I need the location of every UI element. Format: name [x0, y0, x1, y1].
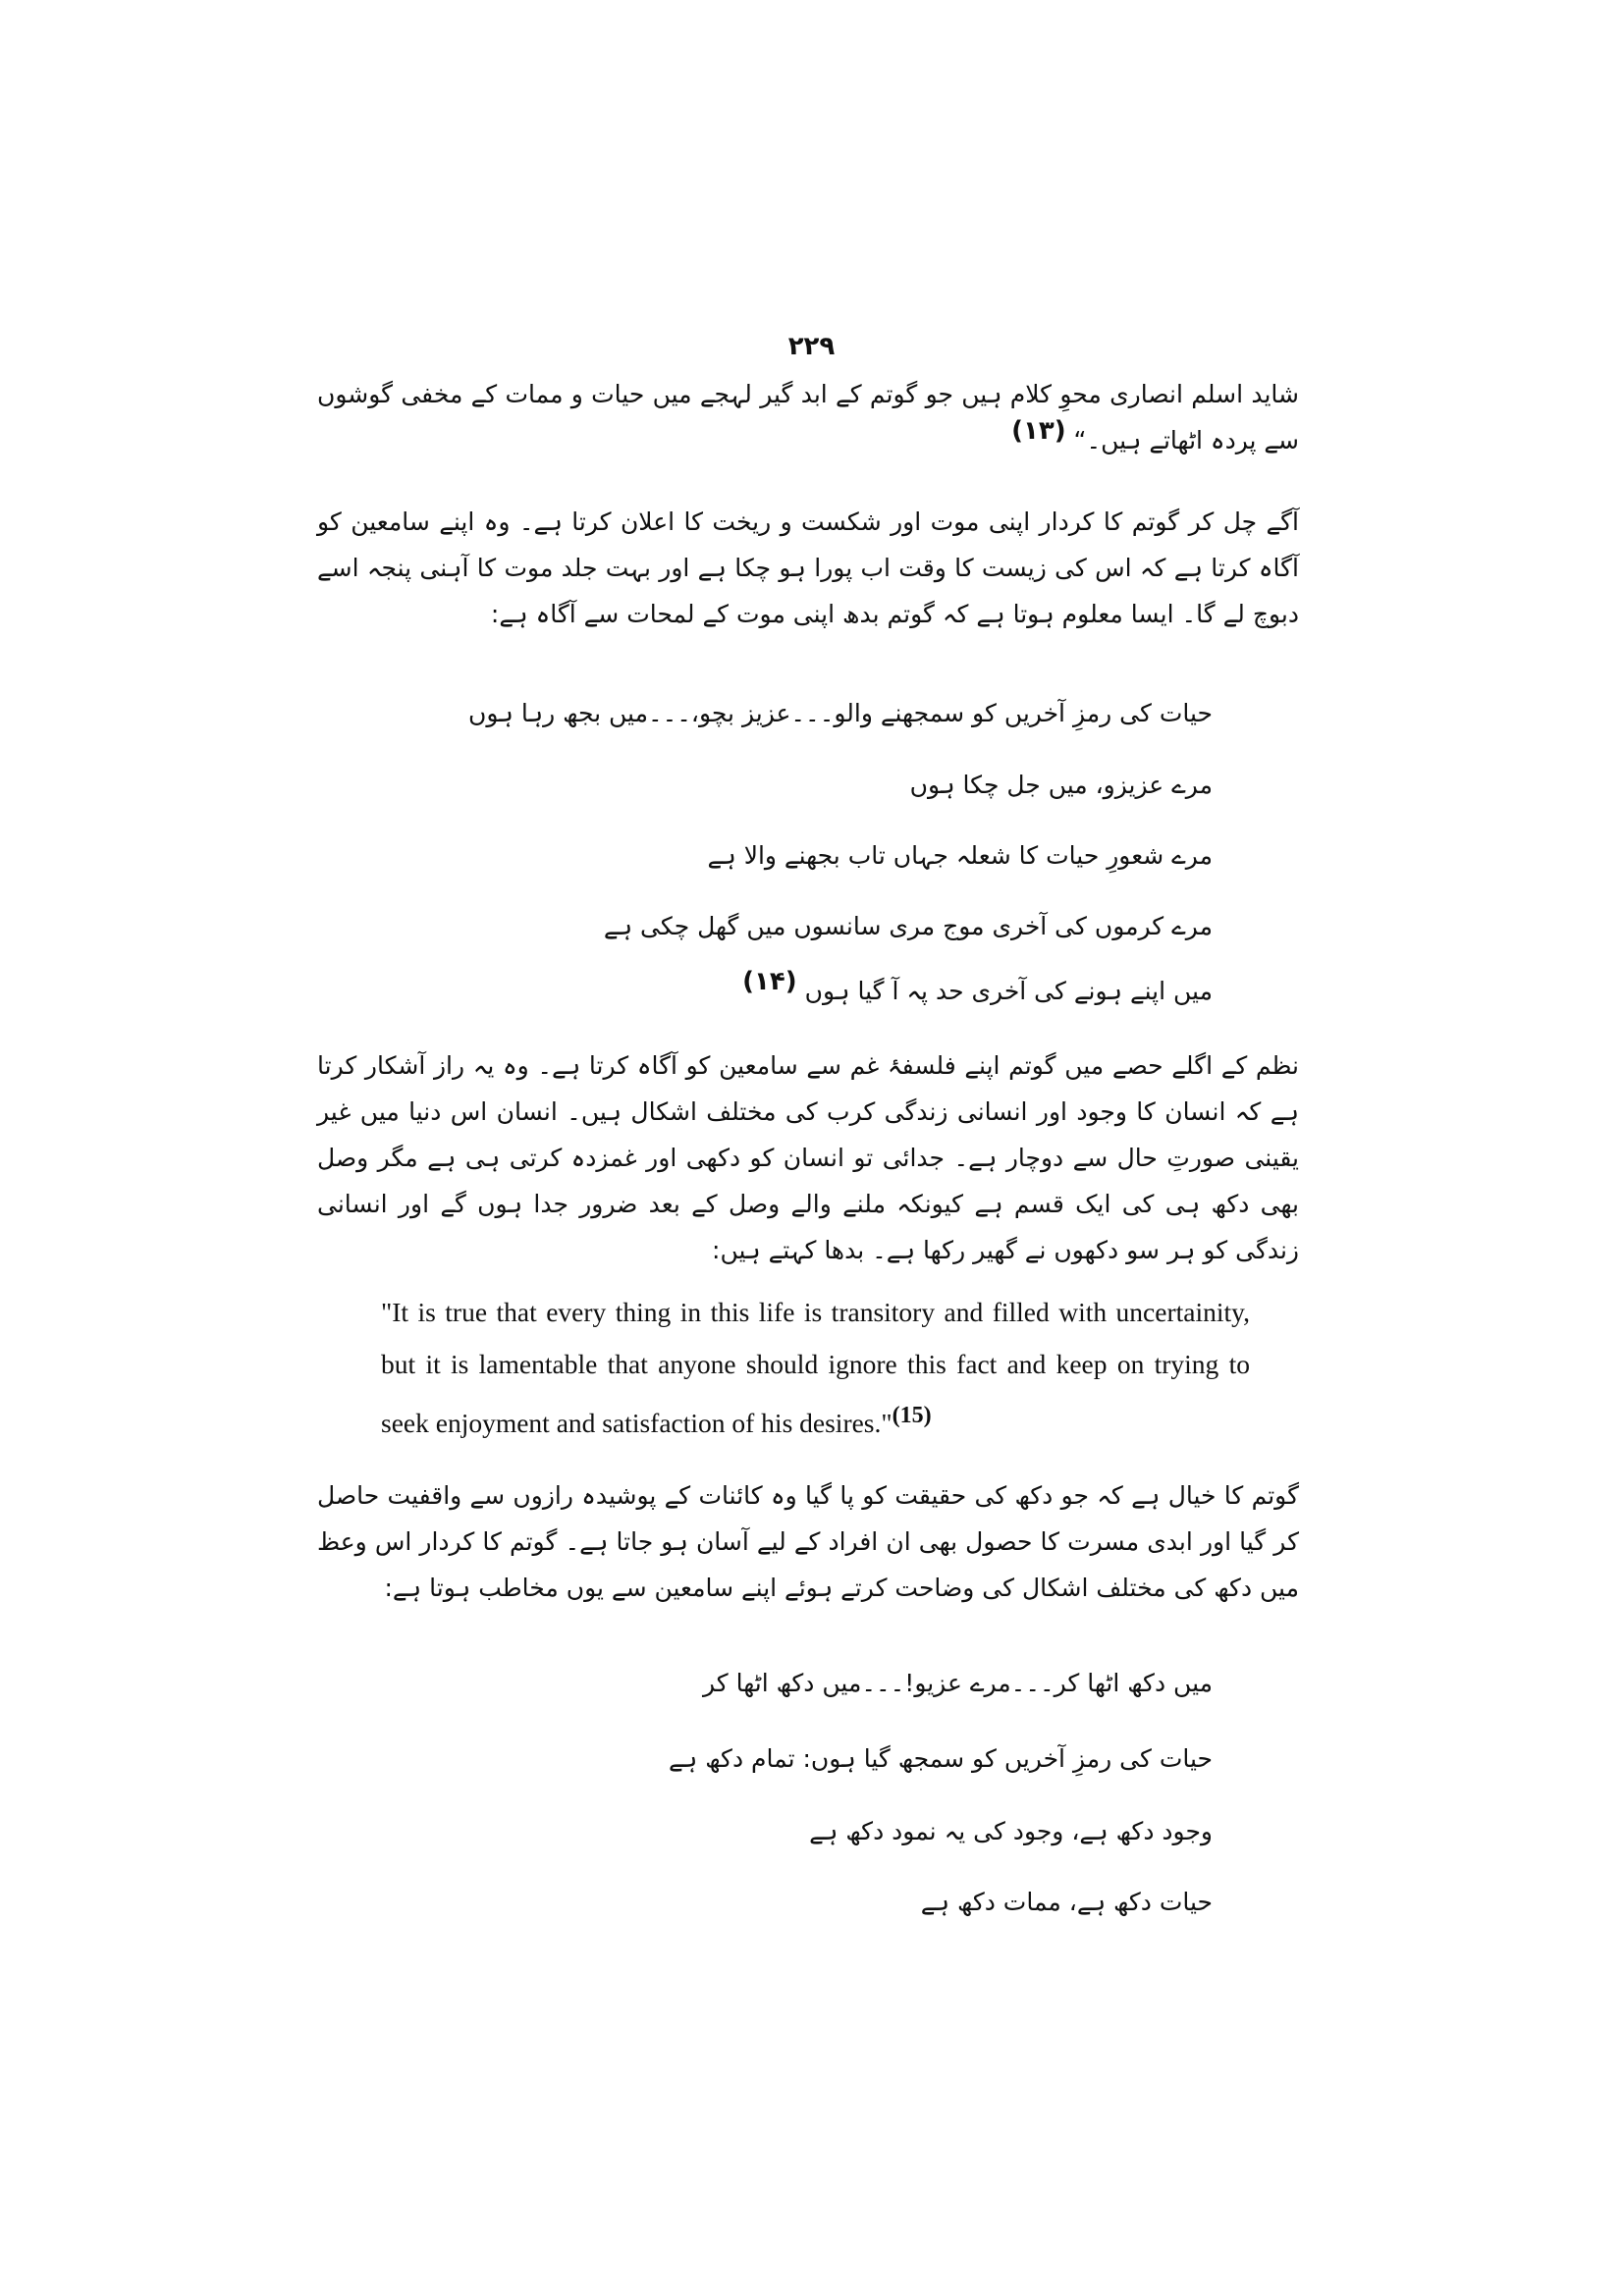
paragraph-2-text: آگے چل کر گوتم کا کردار اپنی موت اور شکست و ریخت کا اعلان کرتا ہے۔ وہ اپنے سامعین کو آگاہ کرتا ہے کہ اس کی زیست کا وقت اب پورا ہو چکا ہے اور بہت جلد موت کا آہنی پنجہ اسے دبوچ لے گا۔ ایسا معلوم ہوتا ہے کہ گوتم بدھ اپنی موت کے لمحات سے آگاہ ہے:: [317, 507, 1299, 628]
paragraph-3-text: نظم کے اگلے حصے میں گوتم اپنے فلسفۂ غم سے سامعین کو آگاہ کرتا ہے۔ وہ یہ راز آشکار کرتا ہے کہ انسان کا وجود اور انسانی زندگی کرب کی مختلف اشکال ہیں۔ انسان اس دنیا میں غیر یقینی صورتِ حال سے دوچار ہے۔ جدائی تو انسان کو دکھی اور غمزدہ کرتی ہی ہے مگر وصل بھی دکھ ہی کی ایک قسم ہے کیونکہ ملنے والے وصل کے بعد ضرور جدا ہوں گے اور انسانی زندگی کو ہر سو دکھوں نے گھیر رکھا ہے۔ بدھا کہتے ہیں:: [317, 1051, 1299, 1264]
verse-line-text: میں اپنے ہونے کی آخری حد پہ آ گیا ہوں: [804, 977, 1213, 1005]
footnote-ref-14: (۱۴): [742, 967, 797, 996]
page-number: ۲۲۹: [787, 332, 836, 361]
verse-line: حیات دکھ ہے، ممات دکھ ہے: [920, 1888, 1213, 1916]
verse-line: مرے کرموں کی آخری موج مری سانسوں میں گھل چکی ہے: [603, 912, 1213, 940]
verse-line: مرے عزیزو، میں جل چکا ہوں: [909, 771, 1213, 799]
verse-line: میں دکھ اٹھا کر۔۔۔مرے عزیو!۔۔۔میں دکھ اٹھا کر: [702, 1669, 1213, 1697]
paragraph-2: [317, 499, 1299, 637]
english-quote: [381, 1286, 1250, 1449]
footnote-ref-15: (15): [892, 1403, 932, 1428]
english-quote-text: "It is true that every thing in this life is transitory and filled with uncertainity, but it is lamentable that anyone should ignore this fact and keep on trying to seek enjoyment and satisfaction of his desires.": [381, 1297, 1250, 1439]
paragraph-3: [317, 1042, 1299, 1273]
verse-line: حیات کی رمزِ آخریں کو سمجھنے والو۔۔۔عزیز بچو،۔۔۔میں بجھ رہا ہوں: [468, 699, 1213, 727]
paragraph-4: [317, 1472, 1299, 1611]
paragraph-1: [317, 371, 1299, 464]
verse-line: مرے شعورِ حیات کا شعلہ جہاں تاب بجھنے والا ہے: [707, 841, 1213, 870]
footnote-ref-13: (۱۳): [1011, 416, 1066, 446]
paragraph-1-text: شاید اسلم انصاری محوِ کلام ہیں جو گوتم کے ابد گیر لہجے میں حیات و ممات کے مخفی گوشوں سے پردہ اٹھاتے ہیں۔“: [317, 380, 1299, 454]
paragraph-4-text: گوتم کا خیال ہے کہ جو دکھ کی حقیقت کو پا گیا وہ کائنات کے پوشیدہ رازوں سے واقفیت حاصل کر گیا اور ابدی مسرت کا حصول بھی ان افراد کے لیے آسان ہو جاتا ہے۔ گوتم کا کردار اس وعظ میں دکھ کی مختلف اشکال کی وضاحت کرتے ہوئے اپنے سامعین سے یوں مخاطب ہوتا ہے:: [317, 1481, 1299, 1602]
verse-line-last: [742, 967, 1213, 1006]
verse-line: حیات کی رمزِ آخریں کو سمجھ گیا ہوں: تمام دکھ ہے: [669, 1744, 1213, 1773]
verse-line: وجود دکھ ہے، وجود کی یہ نمود دکھ ہے: [809, 1817, 1213, 1845]
